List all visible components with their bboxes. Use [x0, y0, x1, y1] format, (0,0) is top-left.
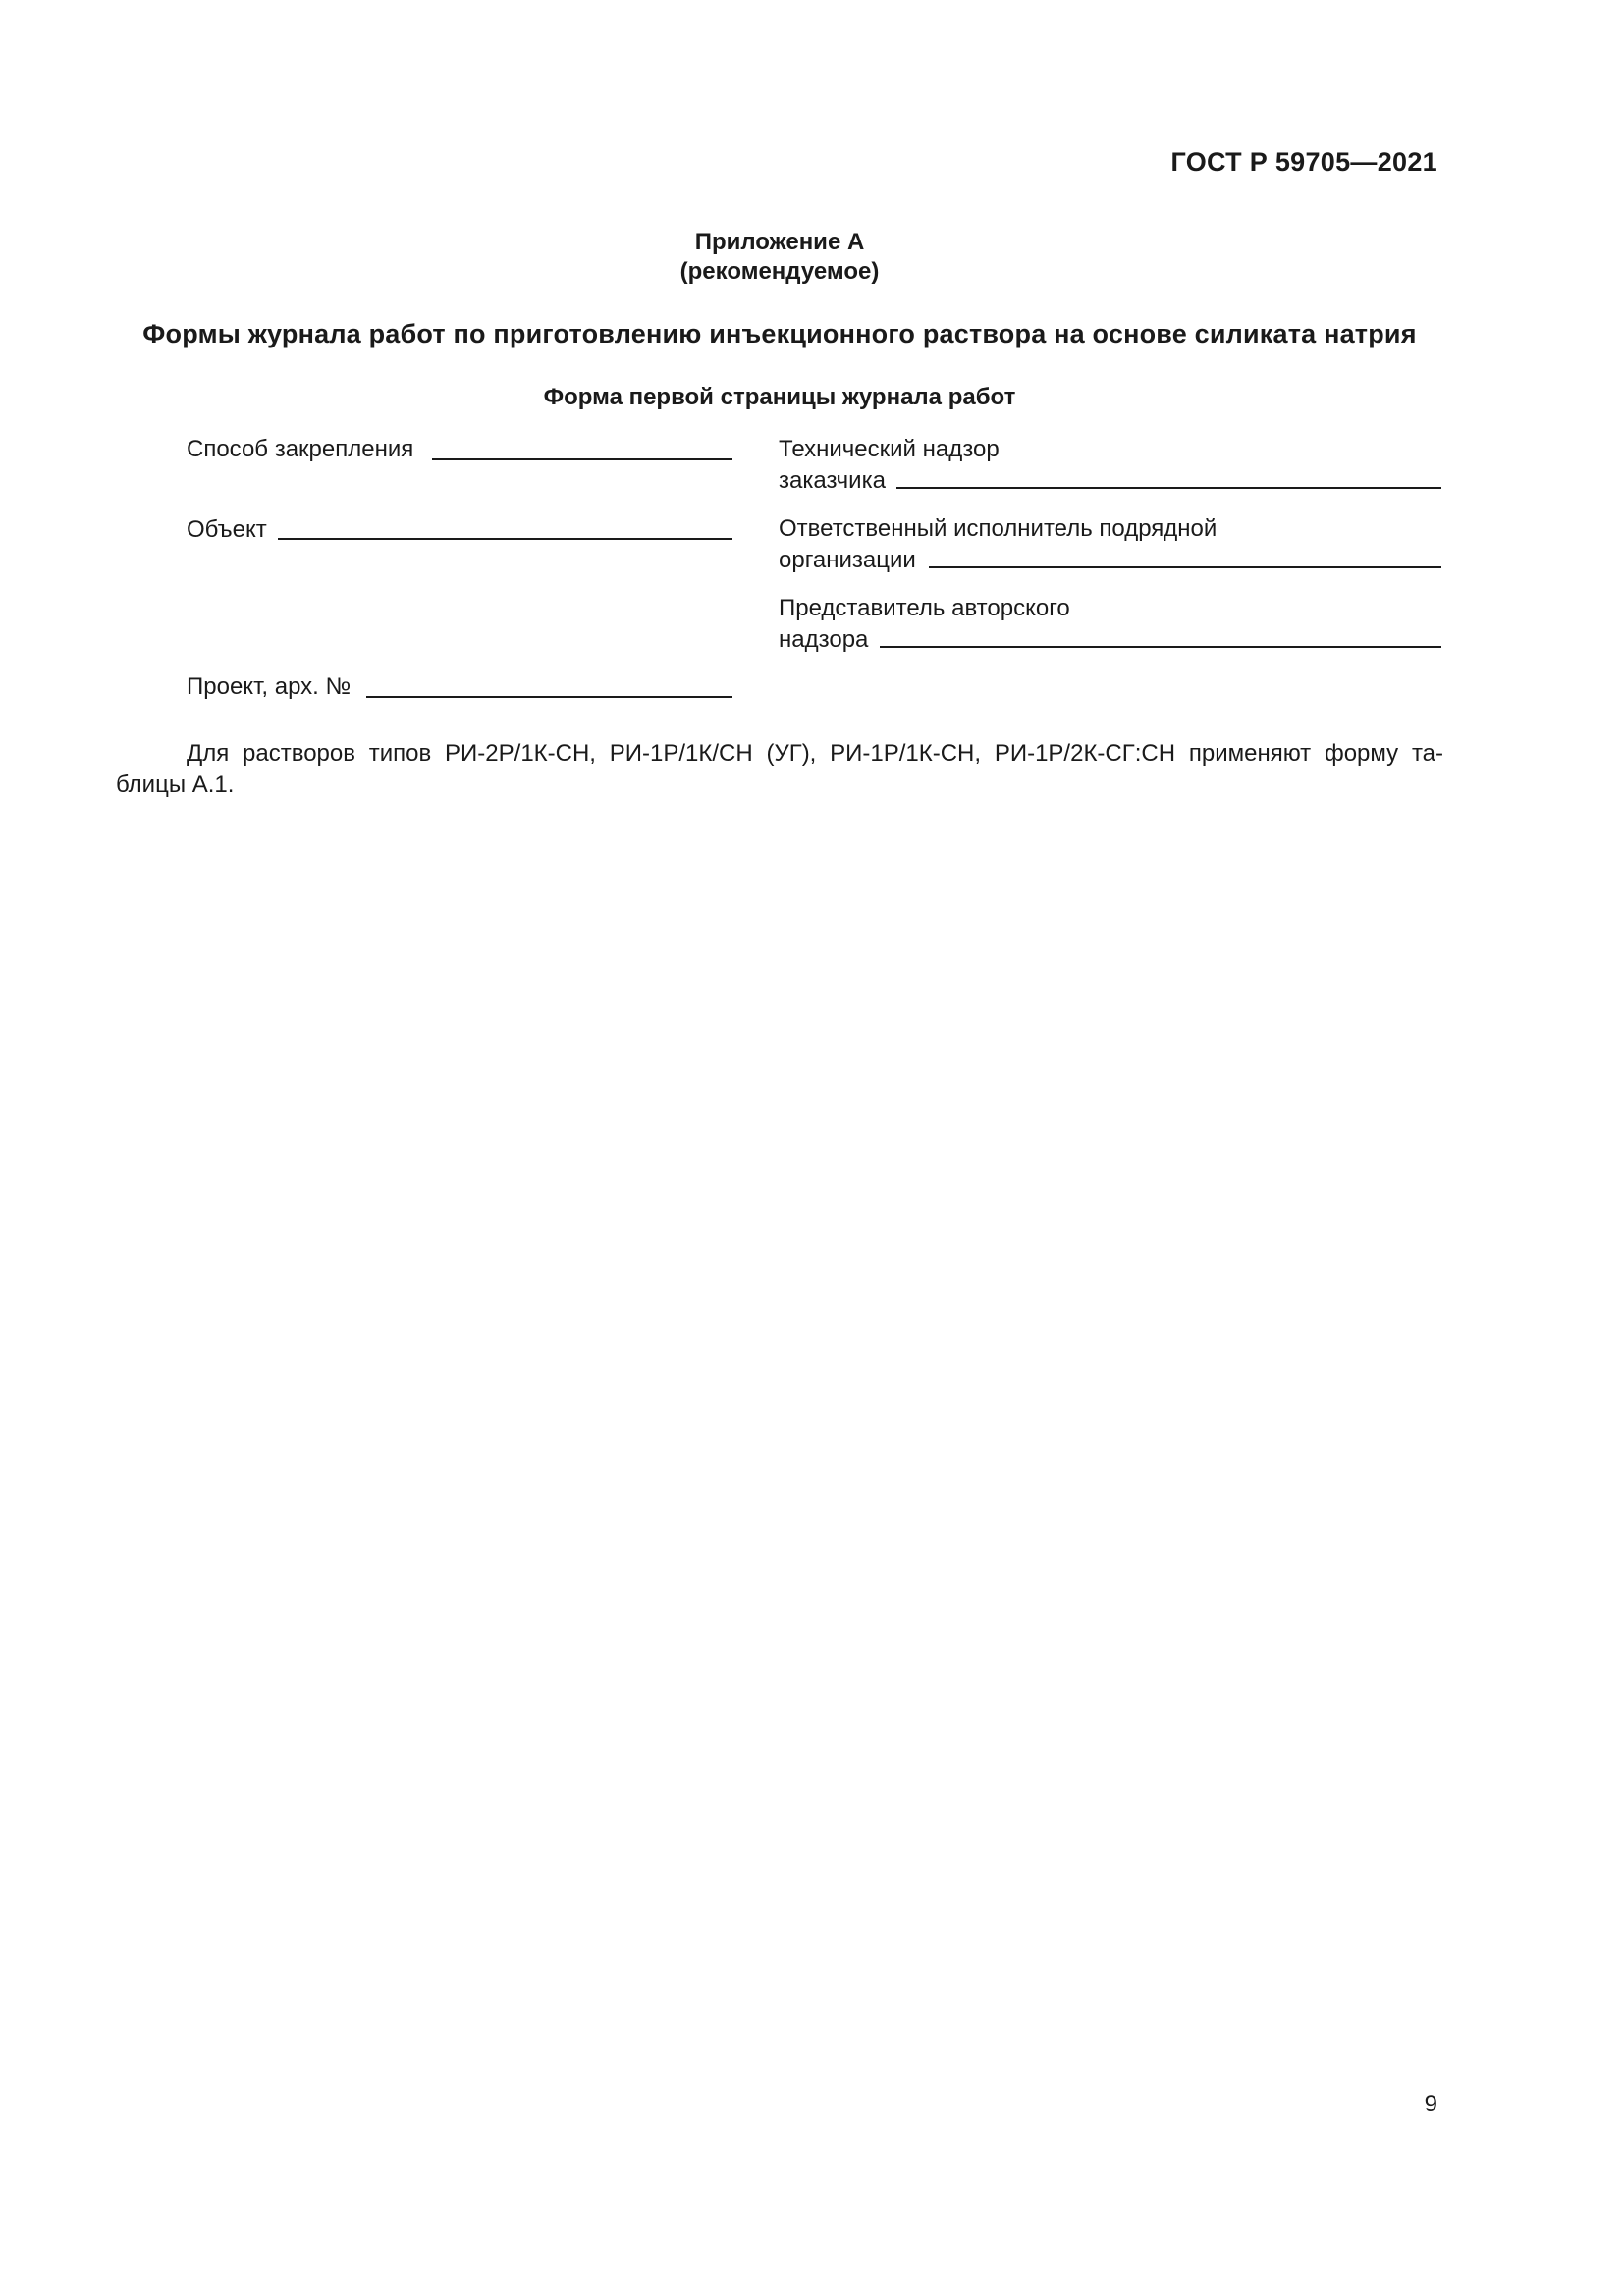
form-title: Форма первой страницы журнала работ [543, 384, 1016, 410]
field-label-author-rep-line2: надзора [779, 626, 869, 653]
appendix-title: Приложение А [694, 229, 865, 255]
project-no-blank-line[interactable] [366, 696, 732, 698]
paragraph-line-1 [116, 738, 1443, 770]
field-label-tech-supervision-line2: заказчика [779, 467, 886, 494]
paragraph-text-1: Для растворов типов РИ-2Р/1К-СН, РИ-1Р/1К/СН (УГ), РИ-1Р/1К-СН, РИ-1Р/2К-СГ:СН применяют форму та- [187, 740, 1443, 767]
responsible-blank-line[interactable] [929, 566, 1441, 568]
object-blank-line[interactable] [278, 538, 732, 540]
field-label-responsible-line2: организации [779, 547, 916, 573]
document-code: ГОСТ Р 59705—2021 [1170, 147, 1437, 177]
author-rep-blank-line[interactable] [880, 646, 1441, 648]
fixing-method-blank-line[interactable] [432, 458, 732, 460]
paragraph-line-2: блицы А.1. [116, 772, 235, 798]
field-label-project-no: Проект, арх. № [187, 673, 352, 700]
appendix-status: (рекомендуемое) [679, 258, 880, 285]
field-label-tech-supervision: Технический надзор [779, 436, 1000, 462]
field-label-responsible: Ответственный исполнитель подрядной [779, 515, 1218, 542]
field-label-object: Объект [187, 516, 267, 543]
field-label-author-rep: Представитель авторского [779, 595, 1070, 621]
field-label-fixing-method: Способ закрепления [187, 436, 414, 462]
main-title: Формы журнала работ по приготовлению инъекционного раствора на основе силиката натрия [142, 319, 1417, 348]
tech-supervision-blank-line[interactable] [896, 487, 1441, 489]
page-number: 9 [1424, 2091, 1437, 2117]
